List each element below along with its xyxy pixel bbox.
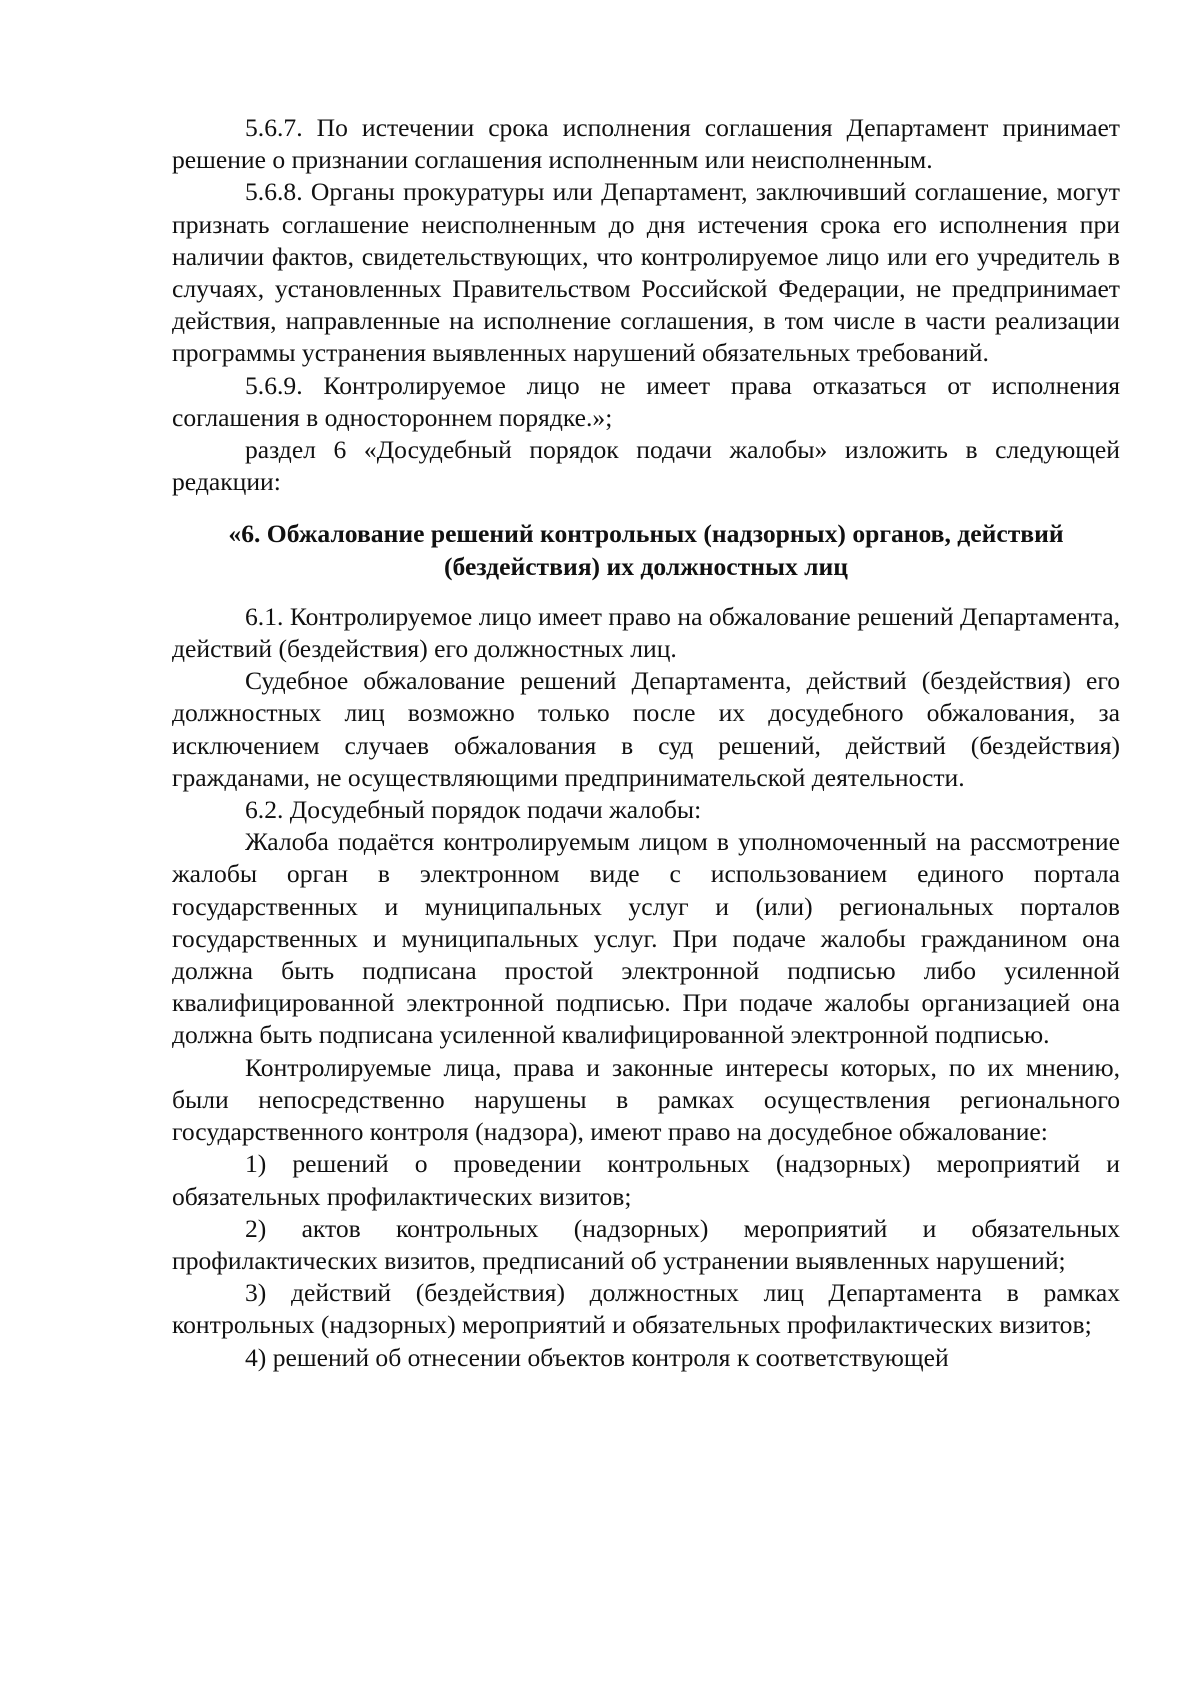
list-item-1: 1) решений о проведении контрольных (надзорных) мероприятий и обязательных профилактических визитов;: [172, 1149, 1120, 1211]
paragraph-5-6-8: 5.6.8. Органы прокуратуры или Департамент, заключивший соглашение, могут признать соглашение неисполненным до дня истечения срока его исполнения при наличии фактов, свидетельствующих, что контролируемое лицо или его учредитель в случаях, установленных Правительством Российской Федерации, не предпринимает действия, направленные на исполнение соглашения, в том числе в части реализации программы устранения выявленных нарушений обязательных требований.: [172, 177, 1120, 368]
list-item-4: 4) решений об отнесении объектов контроля к соответствующей: [245, 1342, 949, 1372]
section-6-heading: [172, 518, 1120, 582]
list-item-3: 3) действий (бездействия) должностных лиц Департамента в рамках контрольных (надзорных) мероприятий и обязательных профилактических визитов;: [172, 1278, 1120, 1340]
document-page: [172, 112, 1120, 1374]
section-6-heading-line-1: «6. Обжалование решений контрольных (надзорных) органов, действий: [228, 519, 1064, 549]
list-item-2: 2) актов контрольных (надзорных) мероприятий и обязательных профилактических визитов, предписаний об устранении выявленных нарушений;: [172, 1213, 1120, 1275]
paragraph-6-1: 6.1. Контролируемое лицо имеет право на обжалование решений Департамента, действий (бездействия) его должностных лиц.: [172, 601, 1120, 664]
section-6-heading-line-2: (бездействия) их должностных лиц: [443, 551, 848, 581]
paragraph-complaint-submission: Жалоба подаётся контролируемым лицом в уполномоченный на рассмотрение жалобы орган в электронном виде с использованием единого портала государственных и муниципальных услуг и (или) региональных порталов государственных и муниципальных услуг. При подаче жалобы гражданином она должна быть подписана простой электронной подписью либо усиленной квалифицированной электронной подписью. При подаче жалобы организацией она должна быть подписана усиленной квалифицированной электронной подписью.: [172, 827, 1120, 1050]
paragraph-6-2: 6.2. Досудебный порядок подачи жалобы:: [245, 795, 702, 825]
paragraph-judicial-appeal: Судебное обжалование решений Департамента, действий (бездействия) его должностных лиц возможно только после их досудебного обжалования, за исключением случаев обжалования в суд решений, действий (бездействия) гражданами, не осуществляющими предпринимательской деятельности.: [172, 666, 1120, 792]
paragraph-section-6-instruction: раздел 6 «Досудебный порядок подачи жалобы» изложить в следующей редакции:: [172, 435, 1120, 497]
paragraph-controlled-persons: Контролируемые лица, права и законные интересы которых, по их мнению, были непосредственно нарушены в рамках осуществления регионального государственного контроля (надзора), имеют право на досудебное обжалование:: [172, 1052, 1120, 1147]
paragraph-5-6-7: 5.6.7. По истечении срока исполнения соглашения Департамент принимает решение о признании соглашения исполненным или неисполненным.: [172, 113, 1120, 175]
paragraph-5-6-9: 5.6.9. Контролируемое лицо не имеет права отказаться от исполнения соглашения в одностороннем порядке.»;: [172, 370, 1120, 432]
